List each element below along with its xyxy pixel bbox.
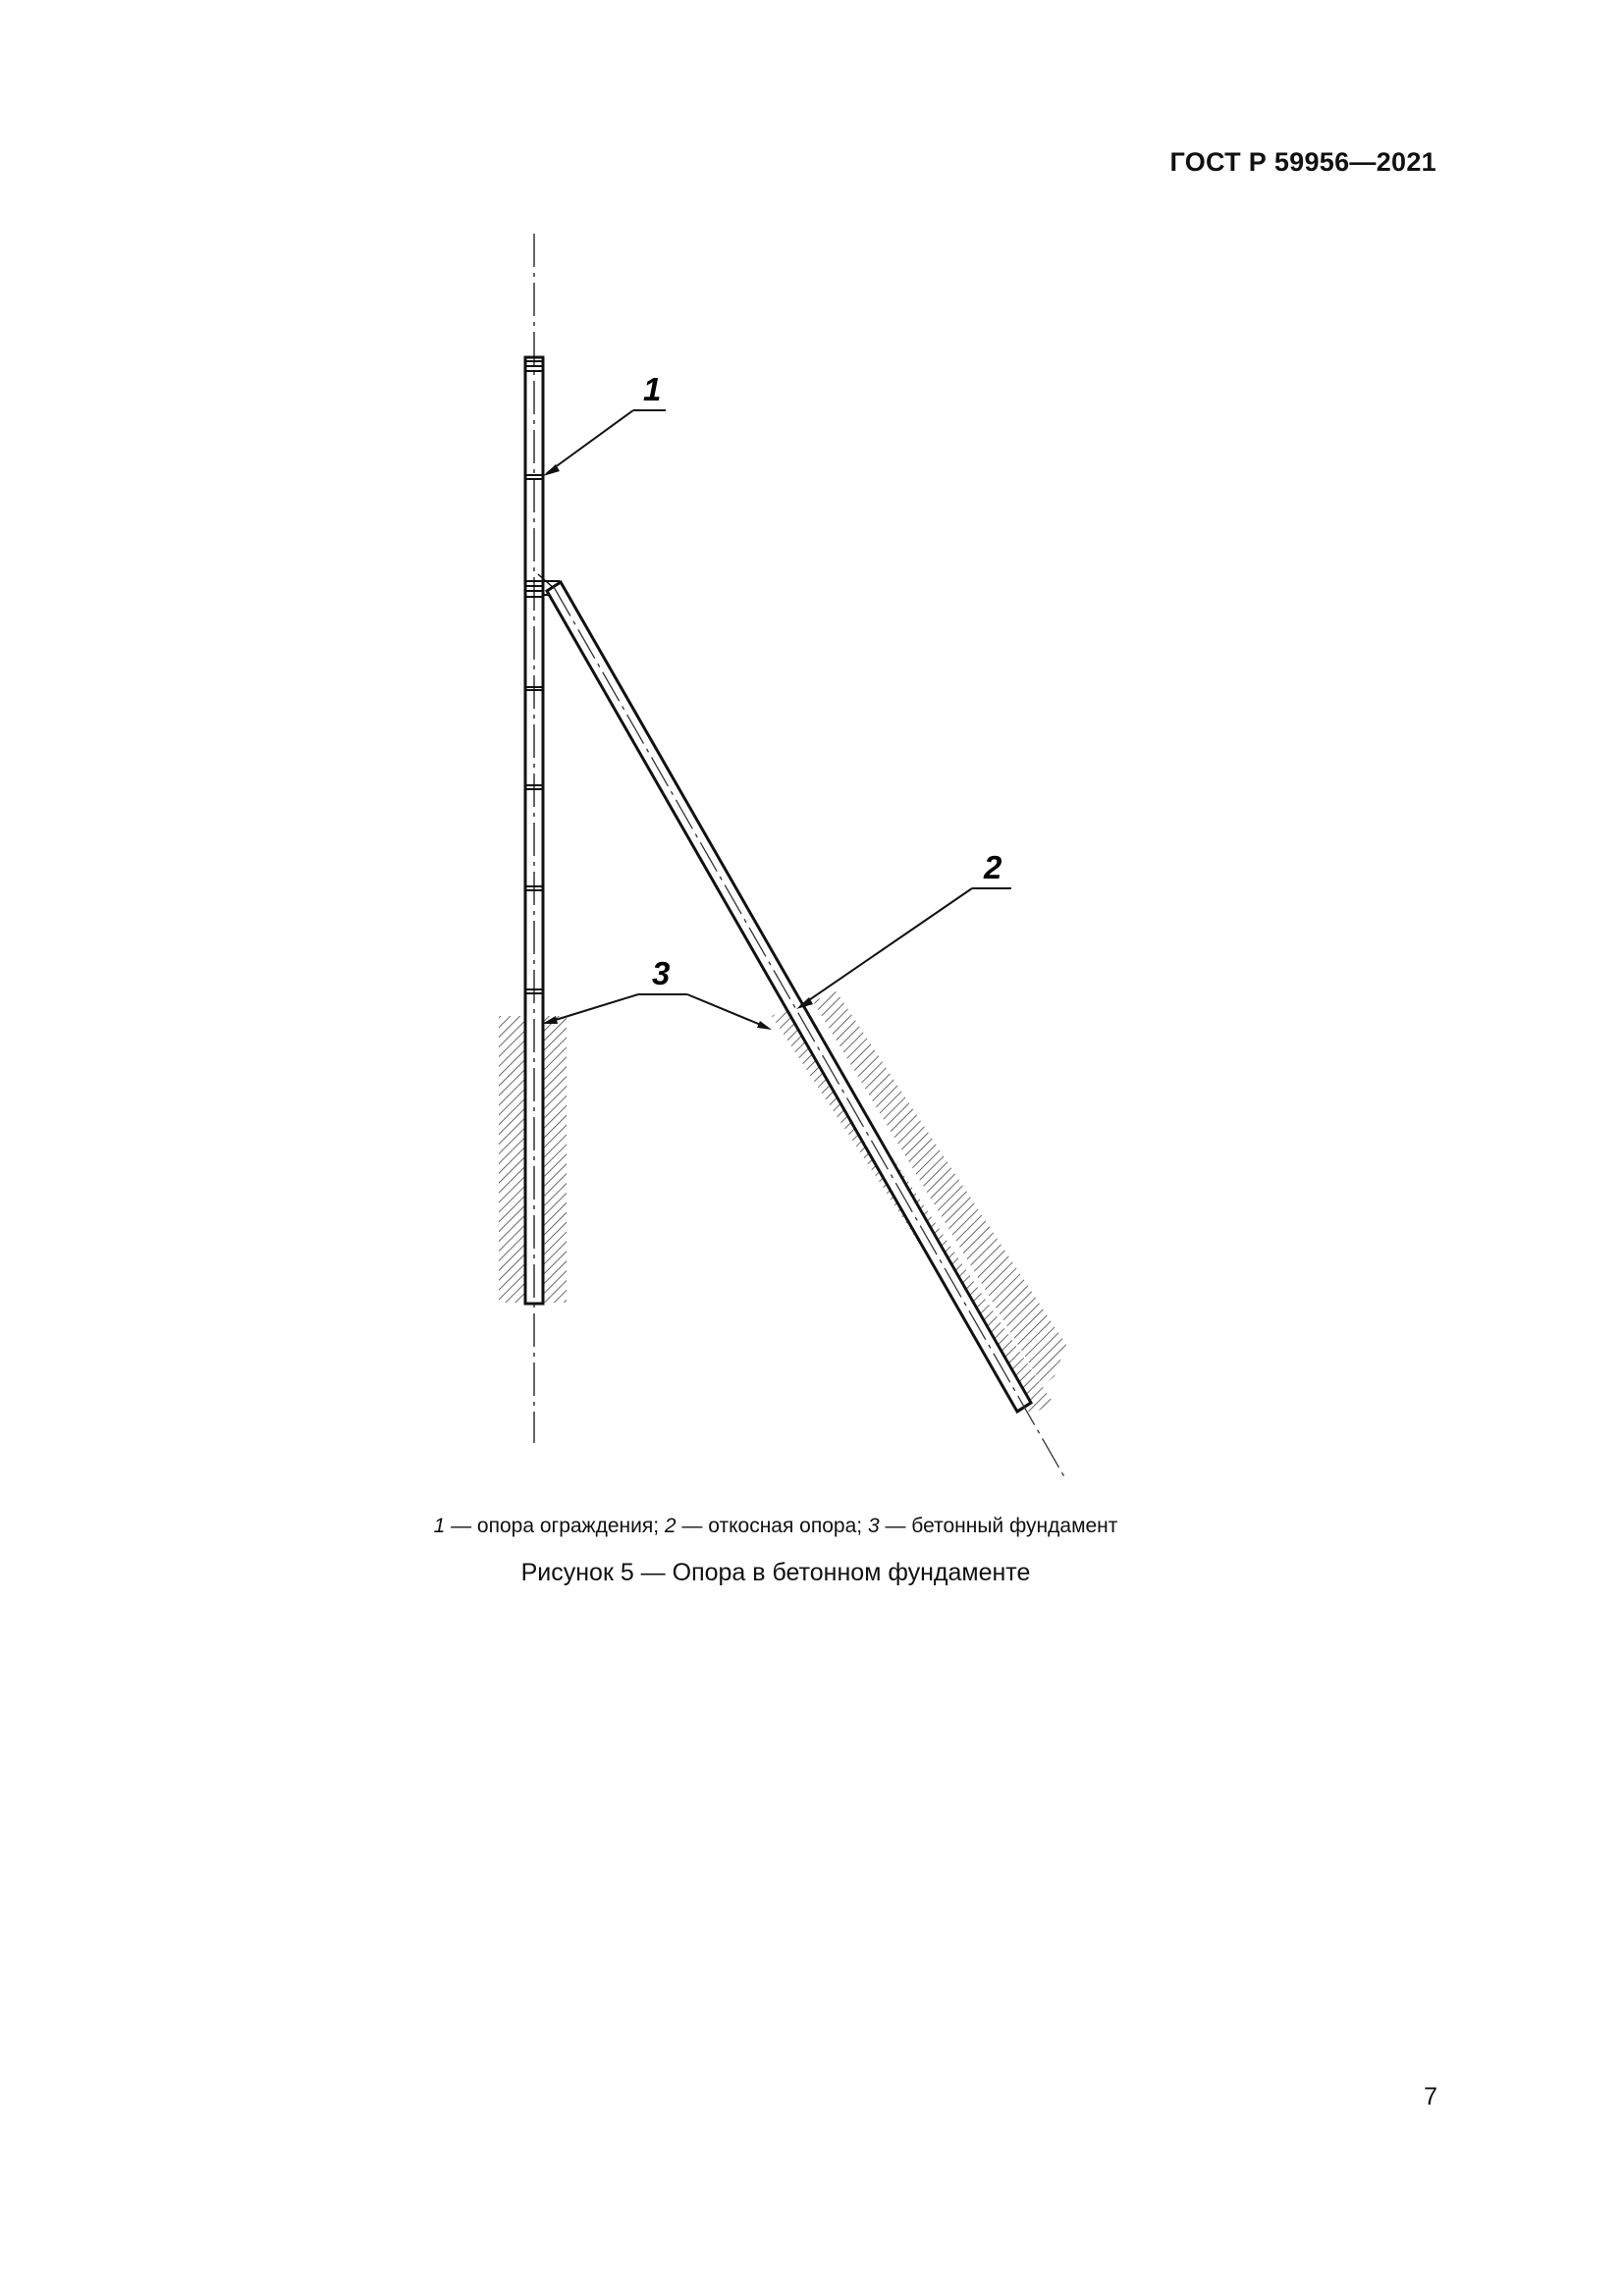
legend-key-2: 2 (664, 1515, 677, 1537)
callout-2 (796, 849, 1011, 1009)
figure-caption: Рисунок 5 — Опора в бетонном фундаменте (520, 1559, 1031, 1586)
legend-text-3: — бетонный фундамент (879, 1515, 1118, 1537)
legend-key-1: 1 (433, 1515, 446, 1537)
brace-centerline (554, 587, 1066, 1480)
brace-support (547, 582, 1066, 1480)
page-number: 7 (1424, 2083, 1437, 2110)
callout-1-number: 1 (643, 371, 662, 407)
legend-text-1: — опора ограждения; (445, 1515, 665, 1537)
callout-2-number: 2 (984, 849, 1002, 885)
legend-text-2: — откосная опора; (676, 1515, 868, 1537)
figure-legend (0, 1515, 1551, 1538)
vertical-foundation-hatch (499, 1016, 567, 1303)
document-standard-number: ГОСТ Р 59956—2021 (1169, 147, 1436, 177)
callout-3 (542, 955, 772, 1030)
callout-1 (543, 371, 666, 476)
legend-key-3: 3 (867, 1515, 880, 1537)
callout-3-number: 3 (652, 955, 671, 991)
